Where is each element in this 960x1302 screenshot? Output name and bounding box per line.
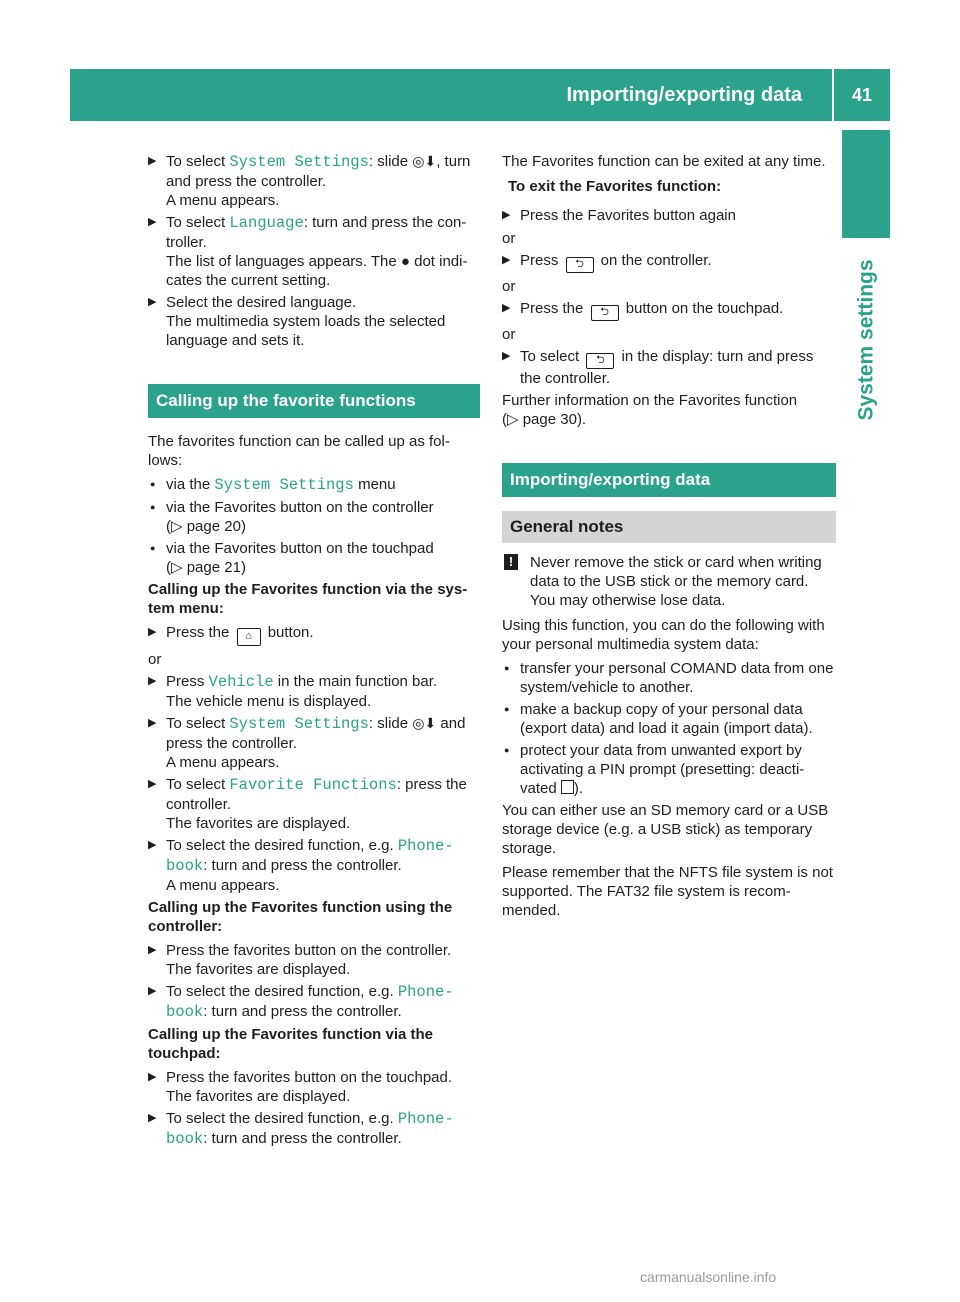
dot-icon: ● (400, 253, 410, 270)
subheading: Calling up the Favorites function using the controller: (148, 899, 453, 935)
left-column (148, 152, 480, 1152)
back-icon: ⮌ (586, 353, 614, 369)
step: ▶ To select ⮌ in the display: turn and press the controller. (502, 347, 836, 388)
or-text: or (148, 651, 162, 668)
step: ▶ To select the desired function, e.g. Phone‐ book: turn and press the controller. A menu appears. (148, 836, 480, 895)
or-text: or (502, 230, 516, 247)
list-item: ● protect your data from unwanted export by activating a PIN prompt (presetting: deacti- vated ). (502, 741, 836, 798)
menu-item-text: Language (229, 214, 304, 232)
page-ref-icon: ▷ (171, 559, 183, 576)
step: ▶ Press the favorites button on the controller. The favorites are displayed. (148, 941, 480, 979)
step: ▶ To select the desired function, e.g. Phone‐ book: turn and press the controller. (148, 982, 480, 1022)
watermark: carmanualsonline.info (640, 1269, 777, 1285)
body-text: You can either use an SD memory card or a USB storage device (e.g. a USB stick) as temporary storage. (502, 802, 829, 857)
body-text: Further information on the Favorites function (▷ page 30). (502, 392, 798, 428)
side-tab (842, 250, 890, 430)
controller-slide-icon: ◎⬇ (412, 715, 437, 731)
page-ref-icon: ▷ (171, 518, 183, 535)
body-text: Using this function, you can do the following with your personal multimedia system data: (502, 617, 825, 653)
list-item: ● transfer your personal COMAND data from one system/vehicle to another. (502, 659, 836, 697)
list-item: ● via the Favorites button on the touchpad (▷ page 21) (148, 539, 480, 577)
or-text: or (502, 278, 516, 295)
intro-text: The favorites function can be called up as fol- lows: (148, 433, 450, 469)
step: ▶ Press the Favorites button again (502, 206, 836, 225)
step: ▶ To select the desired function, e.g. Phone‐ book: turn and press the controller. (148, 1109, 480, 1149)
step: ▶ Press the favorites button on the touchpad. The favorites are displayed. (148, 1068, 480, 1106)
subsection-title: General notes (502, 511, 836, 543)
list-item: ● via the Favorites button on the controller (▷ page 20) (148, 498, 480, 536)
section-title: Importing/exporting data (502, 463, 836, 497)
controller-slide-icon: ◎⬇ (412, 153, 437, 169)
warning-icon: ! (504, 554, 518, 570)
subheading: Calling up the Favorites function via the sys- tem menu: (148, 581, 468, 617)
header-bar (70, 69, 890, 121)
back-icon: ⮌ (591, 305, 619, 321)
right-column (502, 152, 836, 925)
back-icon: ⮌ (566, 257, 594, 273)
side-tab-marker (842, 130, 890, 238)
step: ▶ Press the ⌂ button. (148, 623, 480, 646)
body-text: The Favorites function can be exited at any time. (502, 153, 826, 170)
header-title: Importing/exporting data (566, 84, 802, 106)
step: ▶ To select Favorite Functions: press the controller. The favorites are displayed. (148, 775, 480, 833)
body-text: Please remember that the NFTS file system is not supported. The FAT32 file system is recom- mended. (502, 864, 833, 919)
menu-item-text: System Settings (229, 153, 369, 171)
page-ref-icon: ▷ (507, 411, 519, 428)
step: ▶ Press the ⮌ button on the touchpad. (502, 299, 836, 321)
step: ▶ To select System Settings: slide ◎⬇ and press the controller. A menu appears. (148, 714, 480, 772)
page-number: 41 (851, 85, 873, 105)
step: ▶ To select System Settings: slide ◎⬇, turn and press the controller. A menu appears. (148, 152, 480, 210)
side-tab-label: System settings (854, 259, 878, 421)
checkbox-icon (561, 780, 574, 794)
list-item: ● make a backup copy of your personal data (export data) and load it again (import data). (502, 700, 836, 738)
subheading: Calling up the Favorites function via the touchpad: (148, 1026, 434, 1062)
step: ▶ To select Language: turn and press the con- troller. The list of languages appears. The ● dot indi- cates the current setting. (148, 213, 480, 290)
warning-note: ! Never remove the stick or card when writing data to the USB stick or the memory card. You may otherwise lose data. (502, 553, 836, 610)
section-title: Calling up the favorite functions (148, 384, 480, 418)
step: ▶ Press ⮌ on the controller. (502, 251, 836, 273)
list-item: ● via the System Settings menu (148, 475, 480, 495)
car-icon: ⌂ (237, 628, 261, 646)
subheading: To exit the Favorites function: (508, 178, 722, 195)
step: ▶ Select the desired language. The multimedia system loads the selected language and sets it. (148, 293, 480, 350)
step: ▶ Press Vehicle in the main function bar. The vehicle menu is displayed. (148, 672, 480, 711)
or-text: or (502, 326, 516, 343)
